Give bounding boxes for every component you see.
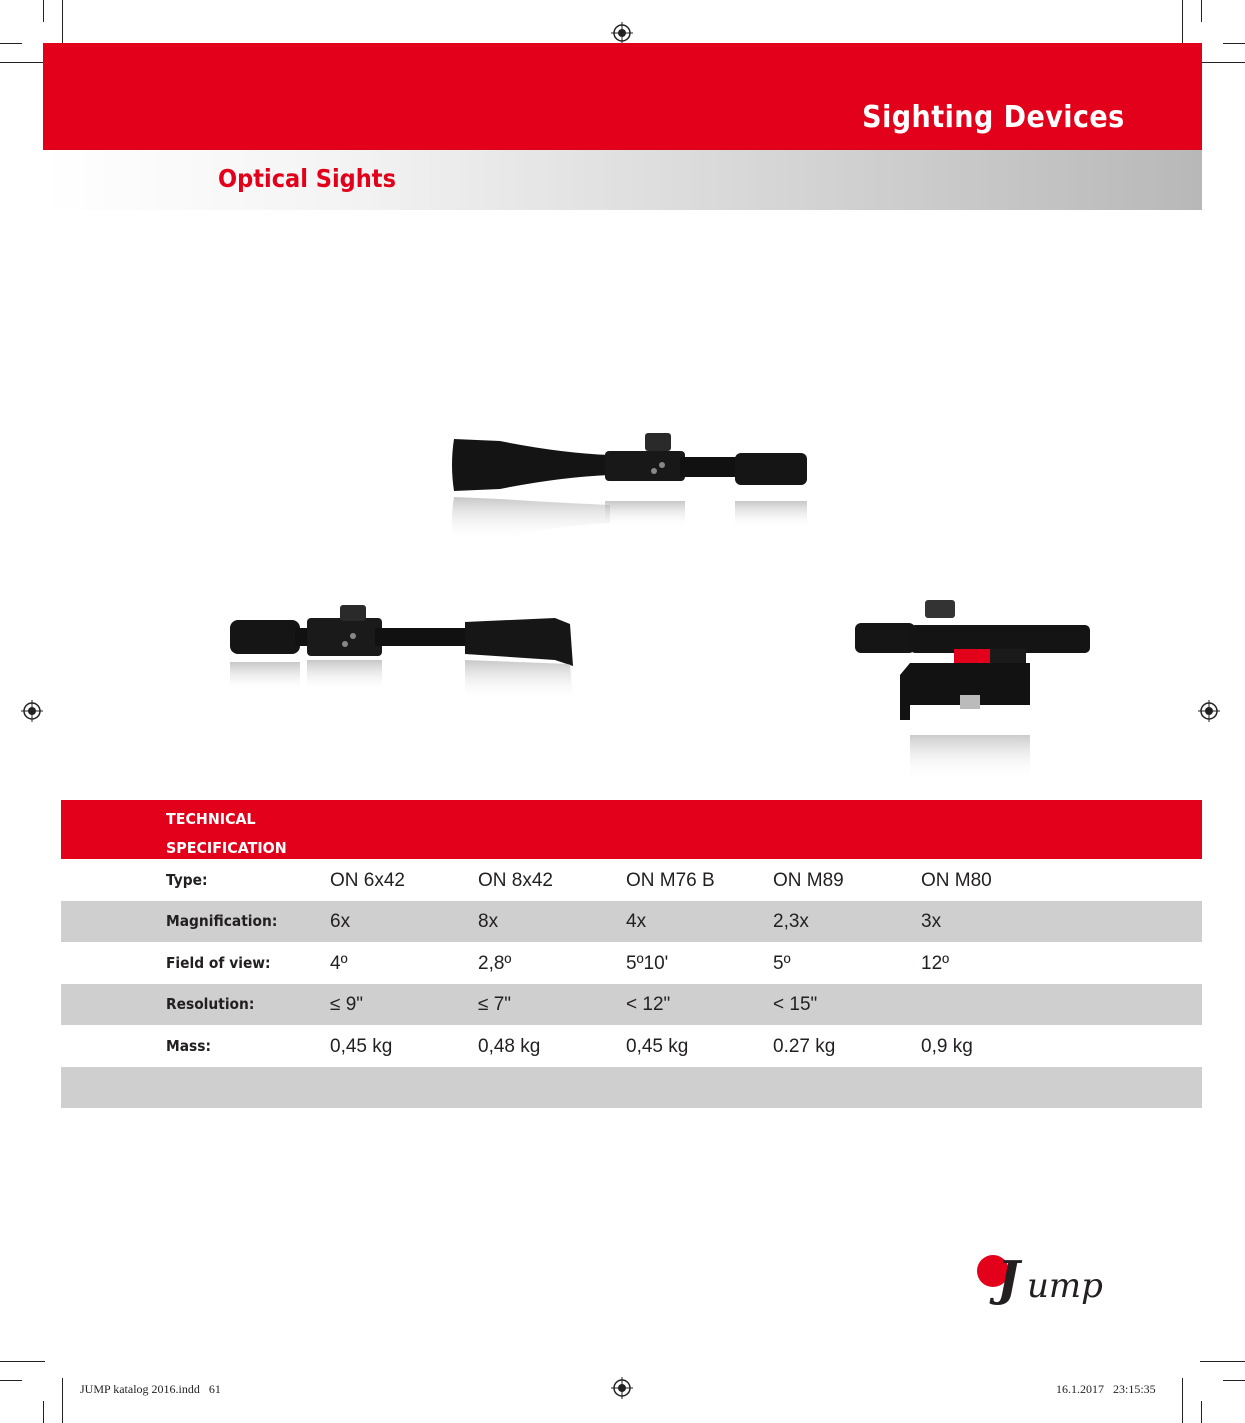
table-cell: 5º10' <box>626 953 669 974</box>
registration-mark-icon <box>611 1377 633 1399</box>
subsection-title: Optical Sights <box>218 164 396 193</box>
spec-row-type <box>61 860 1202 901</box>
table-cell: 3x <box>921 911 942 932</box>
table-cell: ON M80 <box>921 870 992 891</box>
row-label: Field of view: <box>166 954 271 972</box>
optical-sight-m76b-image <box>850 595 1095 800</box>
svg-text:ump: ump <box>1027 1266 1103 1306</box>
table-cell: 8x <box>478 911 499 932</box>
table-cell: 6x <box>330 911 351 932</box>
spec-row-resolution <box>61 984 1202 1025</box>
registration-mark-icon <box>21 700 43 722</box>
table-cell: 0,9 kg <box>921 1036 973 1057</box>
table-cell: 2,3x <box>773 911 809 932</box>
table-cell: ON 8x42 <box>478 870 553 891</box>
spec-row-mass <box>61 1026 1202 1067</box>
spec-title-line1: TECHNICAL <box>166 810 256 828</box>
subheader-band <box>43 150 1202 210</box>
registration-mark-icon <box>611 22 633 44</box>
row-label: Magnification: <box>166 912 278 930</box>
table-cell: ON M76 B <box>626 870 715 891</box>
row-label: Mass: <box>166 1037 211 1055</box>
optical-sight-6x42-image <box>440 425 820 555</box>
table-cell: 0,48 kg <box>478 1036 541 1057</box>
table-cell: 4º <box>330 953 348 974</box>
table-cell: 0.27 kg <box>773 1036 836 1057</box>
spec-table-title <box>166 805 287 863</box>
table-cell: 4x <box>626 911 647 932</box>
spec-row-field-of-view <box>61 943 1202 984</box>
row-label: Resolution: <box>166 995 255 1013</box>
row-label: Type: <box>166 871 208 889</box>
table-cell: 2,8º <box>478 953 512 974</box>
table-cell: ≤ 9" <box>330 994 364 1015</box>
table-cell: < 12" <box>626 994 671 1015</box>
footer-timestamp: 16.1.2017 23:15:35 <box>1056 1382 1156 1396</box>
table-cell: ON 6x42 <box>330 870 405 891</box>
registration-mark-icon <box>1198 700 1220 722</box>
jump-logo <box>975 1245 1120 1315</box>
table-cell: 12º <box>921 953 950 974</box>
optical-sight-8x42-image <box>225 600 580 710</box>
table-cell: 0,45 kg <box>626 1036 689 1057</box>
svg-text:J: J <box>997 1251 1020 1307</box>
table-cell: 5º <box>773 953 791 974</box>
table-cell: < 15" <box>773 994 818 1015</box>
section-title: Sighting Devices <box>862 100 1125 135</box>
table-cell: ≤ 7" <box>478 994 512 1015</box>
table-cell: 0,45 kg <box>330 1036 393 1057</box>
footer-file-info: JUMP katalog 2016.indd 61 <box>80 1382 221 1396</box>
table-cell: ON M89 <box>773 870 844 891</box>
spec-title-line2: SPECIFICATION <box>166 839 287 857</box>
spec-row-magnification <box>61 901 1202 942</box>
spec-row-empty <box>61 1067 1202 1108</box>
